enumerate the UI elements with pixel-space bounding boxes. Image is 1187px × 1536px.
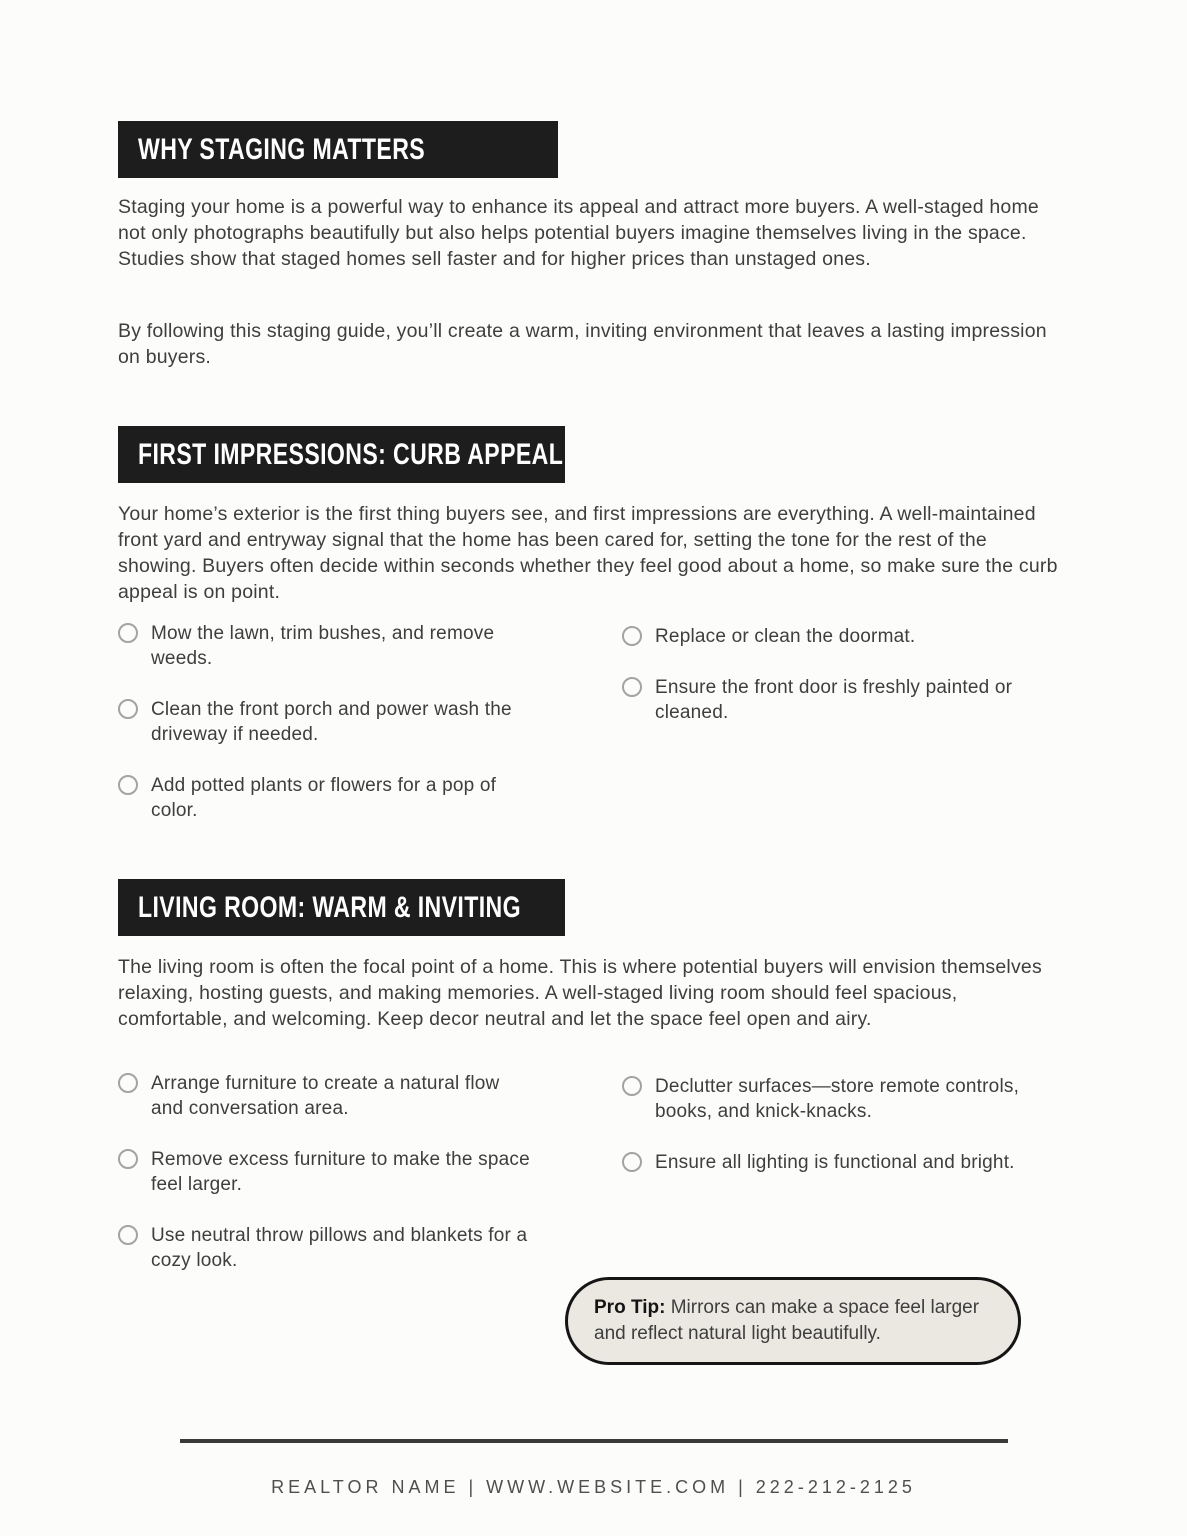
section-title: WHY STAGING MATTERS [138,132,426,166]
checklist-item-label: Replace or clean the doormat. [655,626,916,647]
checklist-item [118,621,530,671]
pro-tip-text: Mirrors can make a space feel larger and reflect natural light beautifully. [594,1297,980,1344]
checklist-item-label: Ensure all lighting is functional and bright. [655,1152,1015,1173]
section-banner-living-room [118,879,565,936]
checklist-item [118,1071,530,1121]
footer-contact-info: REALTOR NAME | WWW.WEBSITE.COM | 222-212-2125 [271,1477,916,1497]
checklist-item-label: Ensure the front door is freshly painted or cleaned. [655,677,1013,723]
section-banner-curb-appeal [118,426,565,483]
checkbox-circle-icon [622,626,642,646]
living-room-checklist-right [622,1074,1022,1201]
living-room-checklist-left [118,1071,530,1299]
checklist-item [118,1223,530,1273]
checkbox-circle-icon [622,1076,642,1096]
checklist-item [118,1147,530,1197]
curb-appeal-intro: Your home’s exterior is the first thing buyers see, and first impressions are everything. A well-maintained front yard and entryway signal that the home has been cared for, setting the tone for the rest of the showing. Buyers often decide within seconds whether they feel good about a home, so make sure the curb appeal is on point. [118,503,1058,603]
checkbox-circle-icon [622,1152,642,1172]
checkbox-circle-icon [118,1073,138,1093]
living-room-intro: The living room is often the focal point of a home. This is where potential buyers will envision themselves relaxing, hosting guests, and making memories. A well-staged living room should feel spacious, comfortable, and welcoming. Keep decor neutral and let the space feel open and airy. [118,956,1042,1030]
section-title: FIRST IMPRESSIONS: CURB APPEAL [138,437,564,471]
checklist-item-label: Use neutral throw pillows and blankets for a cozy look. [151,1225,528,1271]
checklist-item-label: Remove excess furniture to make the space feel larger. [151,1149,530,1195]
checklist-item-label: Clean the front porch and power wash the driveway if needed. [151,699,512,745]
checklist-item [622,1150,1022,1175]
pro-tip-label: Pro Tip: [594,1297,666,1318]
checkbox-circle-icon [118,1149,138,1169]
footer-divider [180,1439,1008,1443]
section-title: LIVING ROOM: WARM & INVITING [138,890,521,924]
curb-appeal-checklist-left [118,621,530,849]
checklist-item-label: Add potted plants or flowers for a pop of color. [151,775,497,821]
checklist-item [118,697,530,747]
checklist-item [622,624,1022,649]
checklist-item [622,1074,1022,1124]
checkbox-circle-icon [118,623,138,643]
checkbox-circle-icon [118,1225,138,1245]
checkbox-circle-icon [118,699,138,719]
curb-appeal-checklist-right [622,624,1022,751]
checklist-item-label: Declutter surfaces—store remote controls, books, and knick-knacks. [655,1076,1020,1122]
checklist-item-label: Mow the lawn, trim bushes, and remove weeds. [151,623,495,669]
checklist-item [622,675,1022,725]
pro-tip-callout [565,1277,1021,1365]
checkbox-circle-icon [118,775,138,795]
section-banner-why-staging [118,121,558,178]
checklist-item [118,773,530,823]
checkbox-circle-icon [622,677,642,697]
why-staging-paragraph-1: Staging your home is a powerful way to enhance its appeal and attract more buyers. A well-staged home not only photographs beautifully but also helps potential buyers imagine themselves living in the space. Studies show that staged homes sell faster and for higher prices than unstaged ones. [118,196,1039,270]
checklist-item-label: Arrange furniture to create a natural flow and conversation area. [151,1073,500,1119]
why-staging-paragraph-2: By following this staging guide, you’ll create a warm, inviting environment that leaves a lasting impression on buyers. [118,320,1047,368]
